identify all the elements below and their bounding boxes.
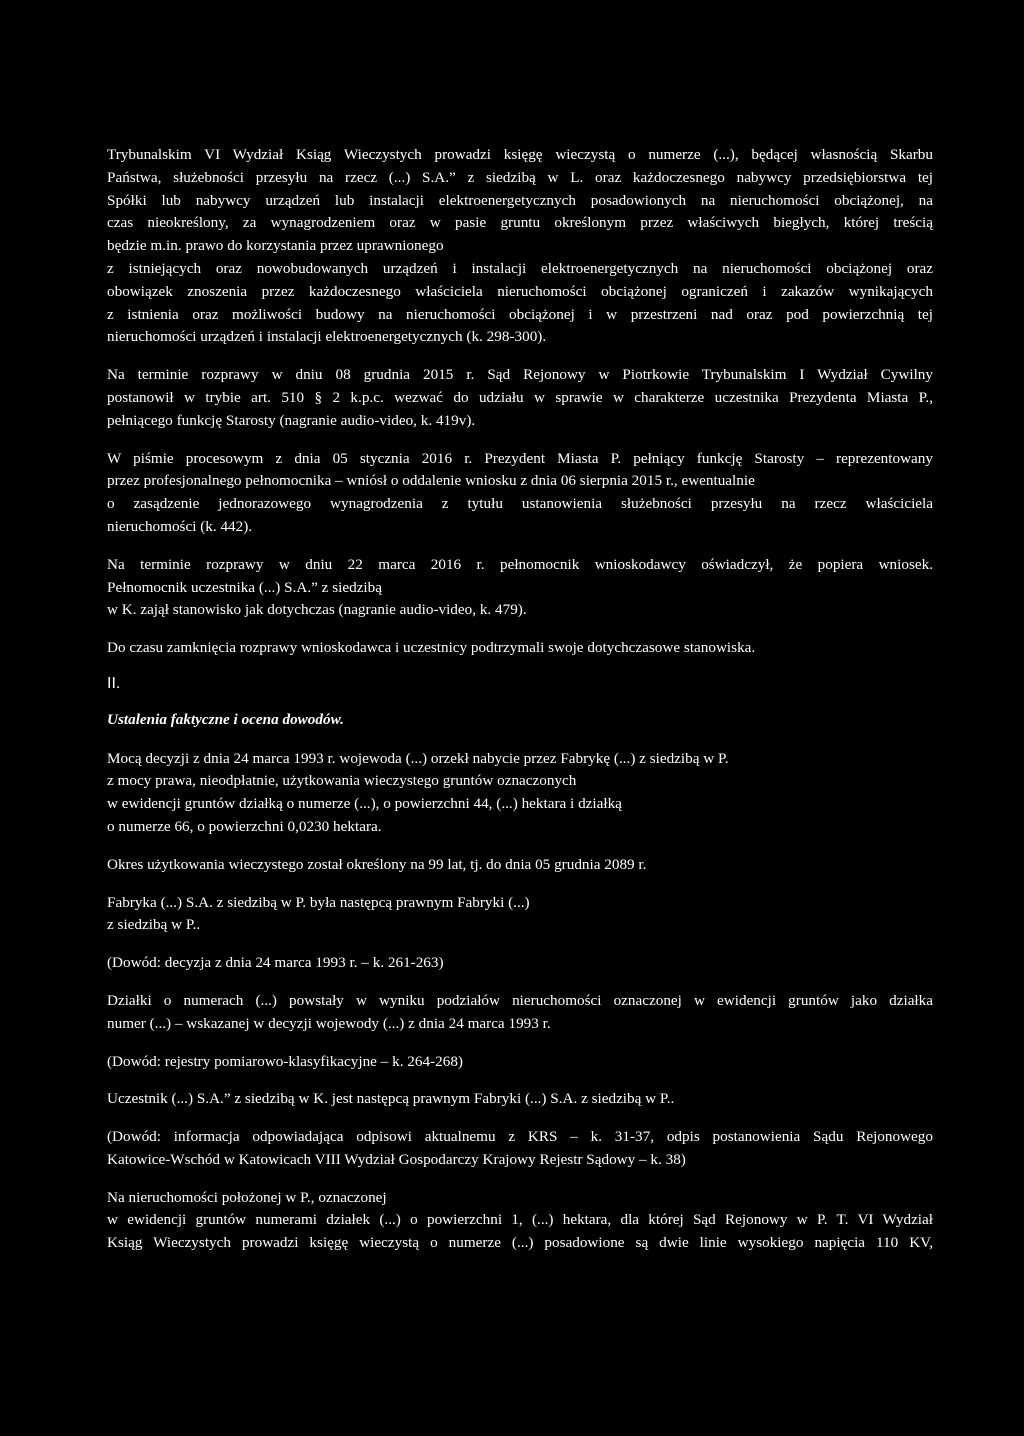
- text-line: W piśmie procesowym z dnia 05 stycznia 2016 r. Prezydent Miasta P. pełniący funkcję Starosty – reprezentowany: [107, 449, 933, 467]
- text-line: w ewidencji gruntów numerami działek (...) o powierzchni 1, (...) hektara, dla której Sąd Rejonowy w P. T. VI Wydział: [107, 1211, 933, 1229]
- document-page: [107, 144, 933, 1270]
- text-line: (Dowód: decyzja z dnia 24 marca 1993 r. – k. 261-263): [107, 954, 444, 972]
- text-line: z siedzibą w P..: [107, 916, 201, 934]
- text-line: Spółki lub nabywcy urządzeń lub instalacji elektroenergetycznych posadowionych na nieruchomości obciążonej, na: [107, 191, 933, 209]
- text-line: Na terminie rozprawy w dniu 08 grudnia 2015 r. Sąd Rejonowy w Piotrkowie Trybunalskim I Wydział Cywilny: [107, 366, 933, 384]
- text-line: nieruchomości (k. 442).: [107, 517, 253, 535]
- paragraph-13: [107, 1126, 933, 1172]
- text-line: Mocą decyzji z dnia 24 marca 1993 r. wojewoda (...) orzekł nabycie przez Fabrykę (...) z siedzibą w P.: [107, 749, 729, 767]
- text-line: pełniącego funkcję Starosty (nagranie audio-video, k. 419v).: [107, 411, 476, 429]
- text-line: Pełnomocnik uczestnika (...) S.A.” z siedzibą: [107, 578, 382, 596]
- text-line: Katowice-Wschód w Katowicach VIII Wydział Gospodarczy Krajowy Rejestr Sądowy – k. 38): [107, 1150, 686, 1168]
- text-line: obowiązek znoszenia przez każdoczesnego właściciela nieruchomości obciążonej ograniczeń i zakazów wynikających: [107, 282, 933, 300]
- paragraph-10: [107, 990, 933, 1036]
- text-line: będzie m.in. prawo do korzystania przez uprawnionego: [107, 237, 444, 255]
- text-line: czas nieokreślony, za wynagrodzeniem oraz w pasie gruntu określonym przez właściwych biegłych, której treścią: [107, 214, 933, 232]
- text-line: Do czasu zamknięcia rozprawy wnioskodawca i uczestnicy podtrzymali swoje dotychczasowe stanowiska.: [107, 639, 756, 657]
- paragraph-14: [107, 1187, 933, 1255]
- text-line: o zasądzenie jednorazowego wynagrodzenia z tytułu ustanowienia służebności przesyłu na rzecz właściciela: [107, 495, 933, 513]
- text-line: w ewidencji gruntów działką o numerze (...), o powierzchni 44, (...) hektara i działką: [107, 795, 622, 813]
- text-line: z mocy prawa, nieodpłatnie, użytkowania wieczystego gruntów oznaczonych: [107, 772, 577, 790]
- text-line: postanowił w trybie art. 510 § 2 k.p.c. wezwać do udziału w sprawie w charakterze uczestnika Prezydenta Miasta P.,: [107, 388, 933, 406]
- text-line: z istniejących oraz nowobudowanych urządzeń i instalacji elektroenergetycznych na nieruchomości obciążonej oraz: [107, 259, 933, 277]
- text-line: Na nieruchomości położonej w P., oznaczonej: [107, 1188, 387, 1206]
- section-number: II.: [107, 674, 121, 692]
- paragraph-3: [107, 448, 933, 539]
- text-line: przez profesjonalnego pełnomocnika – wniósł o oddalenie wniosku z dnia 06 sierpnia 2015 r., ewentualnie: [107, 472, 755, 490]
- paragraph-12: [107, 1088, 933, 1111]
- text-line: (Dowód: rejestry pomiarowo-klasyfikacyjne – k. 264-268): [107, 1052, 463, 1070]
- paragraph-7: [107, 854, 933, 877]
- paragraph-4: [107, 554, 933, 622]
- paragraph-1: [107, 144, 933, 349]
- text-line: o numerze 66, o powierzchni 0,0230 hektara.: [107, 817, 382, 835]
- text-line: Działki o numerach (...) powstały w wyniku podziałów nieruchomości oznaczonej w ewidencji gruntów jako działka: [107, 991, 933, 1009]
- text-line: Trybunalskim VI Wydział Ksiąg Wieczystych prowadzi księgę wieczystą o numerze (...), będącej własnością Skarbu: [107, 146, 933, 163]
- text-line: nieruchomości urządzeń i instalacji elektroenergetycznych (k. 298-300).: [107, 328, 547, 346]
- section-heading: Ustalenia faktyczne i ocena dowodów.: [107, 710, 344, 728]
- text-line: Okres użytkowania wieczystego został określony na 99 lat, tj. do dnia 05 grudnia 2089 r.: [107, 855, 647, 873]
- paragraph-8: [107, 892, 933, 938]
- paragraph-6: [107, 748, 933, 839]
- text-line: z istnienia oraz możliwości budowy na nieruchomości obciążonej i w przestrzeni nad oraz pod powierzchnią tej: [107, 305, 933, 323]
- paragraph-5: [107, 637, 933, 660]
- text-line: Na terminie rozprawy w dniu 22 marca 2016 r. pełnomocnik wnioskodawcy oświadczył, że popiera wniosek.: [107, 555, 933, 573]
- text-line: Ksiąg Wieczystych prowadzi księgę wieczystą o numerze (...) posadowione są dwie linie wysokiego napięcia 110 KV,: [107, 1234, 933, 1252]
- text-line: Fabryka (...) S.A. z siedzibą w P. była następcą prawnym Fabryki (...): [107, 893, 530, 911]
- text-line: (Dowód: informacja odpowiadająca odpisowi aktualnemu z KRS – k. 31-37, odpis postanowienia Sądu Rejonowego: [107, 1128, 933, 1146]
- paragraph-9: [107, 952, 933, 975]
- text-line: numer (...) – wskazanej w decyzji wojewody (...) z dnia 24 marca 1993 r.: [107, 1014, 551, 1032]
- text-line: w K. zajął stanowisko jak dotychczas (nagranie audio-video, k. 479).: [107, 601, 527, 619]
- text-line: Uczestnik (...) S.A.” z siedzibą w K. jest następcą prawnym Fabryki (...) S.A. z siedzibą w P..: [107, 1090, 675, 1108]
- paragraph-2: [107, 364, 933, 432]
- text-line: Państwa, służebności przesyłu na rzecz (...) S.A.” z siedzibą w L. oraz każdoczesnego nabywcy przedsiębiorstwa tej: [107, 168, 933, 186]
- paragraph-11: [107, 1051, 933, 1074]
